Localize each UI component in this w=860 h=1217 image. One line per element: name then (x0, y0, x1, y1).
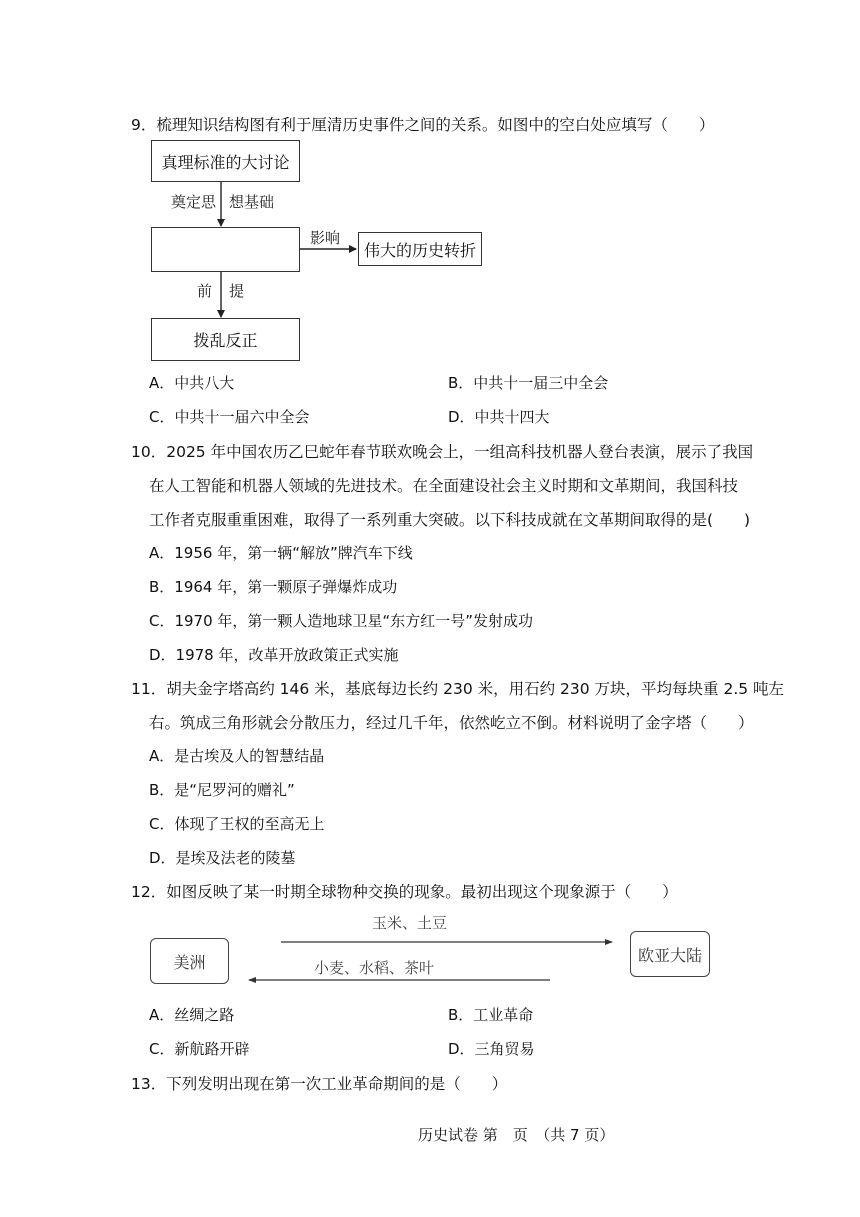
q12-option-c[interactable]: C．新航路开辟 (149, 1040, 250, 1058)
diagram-label-premise-b: 提 (229, 282, 245, 300)
question-12-stem: 12．如图反映了某一时期全球物种交换的现象。最初出现这个现象源于（ ） (131, 883, 678, 901)
diagram-label-influence: 影响 (310, 229, 341, 247)
diagram-label-foundation-b: 想基础 (229, 193, 275, 211)
question-10-line-3: 工作者克服重重困难，取得了一系列重大突破。以下科技成就在文革期间取得的是( ) (149, 511, 751, 529)
q11-option-d[interactable]: D．是埃及法老的陵墓 (149, 849, 296, 867)
diagram-box-set-right: 拨乱反正 (151, 318, 300, 361)
diagram-label-corn-potato: 玉米、土豆 (372, 914, 448, 932)
q10-option-a[interactable]: A．1956 年，第一辆“解放”牌汽车下线 (149, 544, 413, 562)
q11-option-b[interactable]: B．是“尼罗河的赠礼” (149, 781, 295, 799)
q10-option-b[interactable]: B．1964 年，第一颗原子弹爆炸成功 (149, 578, 398, 596)
q9-option-c[interactable]: C．中共十一届六中全会 (149, 408, 310, 426)
diagram-box-truth-debate: 真理标准的大讨论 (151, 140, 300, 182)
q11-option-c[interactable]: C．体现了王权的至高无上 (149, 815, 325, 833)
question-11-line-2: 右。筑成三角形就会分散压力，经过几千年，依然屹立不倒。材料说明了金字塔（ ） (149, 714, 754, 732)
q9-option-b[interactable]: B．中共十一届三中全会 (448, 374, 609, 392)
page-footer: 历史试卷 第 页 （共 7 页） (418, 1126, 615, 1144)
diagram-label-premise-a: 前 (197, 282, 213, 300)
q12-option-a[interactable]: A．丝绸之路 (149, 1006, 235, 1024)
diagram-box-historic-turn: 伟大的历史转折 (358, 232, 482, 266)
q12-option-d[interactable]: D．三角贸易 (448, 1040, 535, 1058)
q12-option-b[interactable]: B．工业革命 (448, 1006, 534, 1024)
question-11-line-1: 11．胡夫金字塔高约 146 米，基底每边长约 230 米，用石约 230 万块，平均每块重 2.5 吨左 (131, 680, 785, 698)
q9-option-a[interactable]: A．中共八大 (149, 374, 235, 392)
q11-option-a[interactable]: A．是古埃及人的智慧结晶 (149, 747, 325, 765)
q10-option-d[interactable]: D．1978 年，改革开放政策正式实施 (149, 646, 399, 664)
question-10-line-2: 在人工智能和机器人领域的先进技术。在全面建设社会主义时期和文革期间，我国科技 (149, 477, 739, 495)
diagram-box-eurasia: 欧亚大陆 (630, 931, 710, 977)
q9-option-d[interactable]: D．中共十四大 (448, 408, 550, 426)
question-10-line-1: 10．2025 年中国农历乙巳蛇年春节联欢晚会上，一组高科技机器人登台表演，展示了我国 (131, 443, 754, 461)
diagram-box-americas: 美洲 (150, 938, 229, 984)
question-9-stem: 9．梳理知识结构图有利于厘清历史事件之间的关系。如图中的空白处应填写（ ） (131, 116, 715, 134)
diagram-label-wheat-rice-tea: 小麦、水稻、茶叶 (314, 959, 435, 977)
q10-option-c[interactable]: C．1970 年，第一颗人造地球卫星“东方红一号”发射成功 (149, 612, 533, 630)
diagram-label-foundation-a: 奠定思 (171, 193, 217, 211)
question-13-stem: 13．下列发明出现在第一次工业革命期间的是（ ） (131, 1075, 508, 1093)
